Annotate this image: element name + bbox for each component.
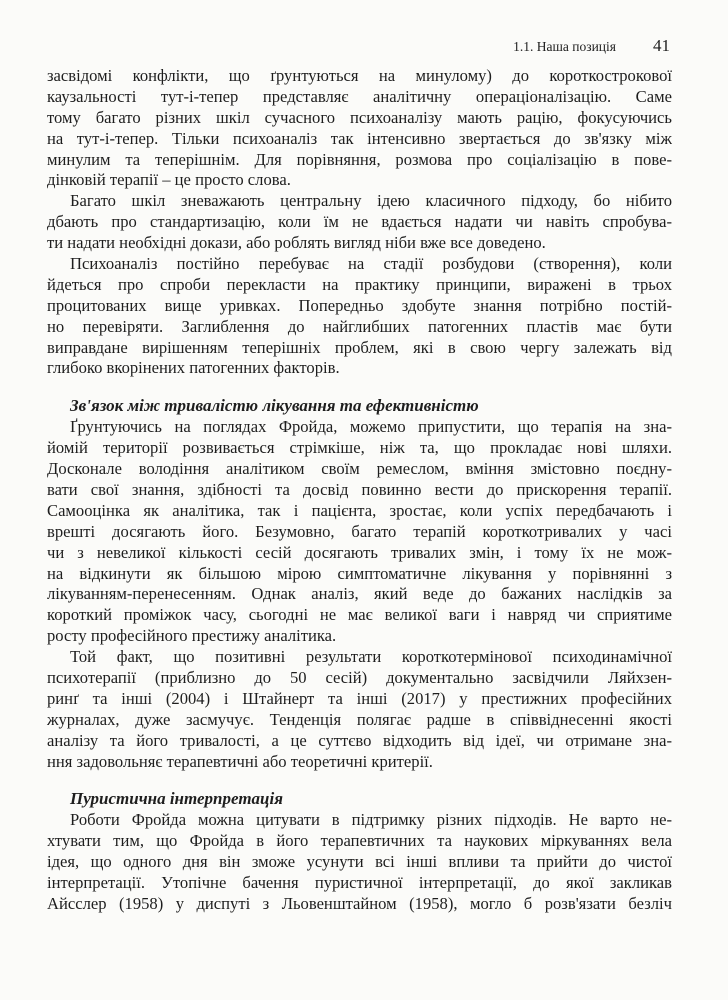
text-line: Досконале володіння аналітиком своїм ремеслом, вміння змістовно поєдну-: [47, 459, 672, 479]
text-line: чи з невеликої кількості сесій досягають тривалих змін, і тому їх не мож-: [47, 542, 672, 562]
text-line: засвідомі конфлікти, що ґрунтуються на минулому) до короткострокової: [47, 66, 672, 85]
text-line: хтувати тим, що Фройда в його терапевтичних та наукових міркуваннях вела: [47, 831, 672, 851]
paragraph: [47, 191, 672, 254]
text-line: йомій території розвивається стрімкіше, ніж та, що прокладає нові шляхи.: [47, 438, 672, 458]
text-line: врешті досягають його. Безумовно, багато терапій короткотривалих у часі: [47, 521, 672, 541]
text-line: глибоко вкорінених патогенних факторів.: [47, 358, 340, 378]
text-line: психотерапії (приблизно до 50 сесій) документально засвідчили Ляйхзен-: [47, 667, 672, 687]
text-line: короткий проміжок часу, сьогодні не має великої ваги і навряд чи сприятиме: [47, 605, 672, 625]
text-line: ринґ та інші (2004) і Штайнерт та інші (2017) у престижних професійних: [47, 688, 672, 708]
section-heading: Пуристична інтерпретація: [70, 789, 283, 809]
text-line: журналах, дуже засмучує. Тенденція полягає радше в співвіднесенні якості: [47, 709, 672, 729]
text-line: йдеться про спроби перекласти на практику принципи, виражені в трьох: [47, 274, 672, 294]
text-line: Ґрунтуючись на поглядах Фройда, можемо припустити, що терапія на зна-: [70, 417, 672, 437]
text-line: інтерпретації. Утопічне бачення пуристичної інтерпретації, до якої закликав: [47, 872, 672, 892]
text-line: ння задовольняє терапевтичні або теоретичні критерії.: [47, 751, 433, 771]
page-body: [47, 66, 672, 915]
text-line: на тут-і-тепер. Тільки психоаналіз так інтенсивно звертається до зв'язку між: [47, 128, 672, 148]
text-line: дінковій терапії – це просто слова.: [47, 170, 291, 190]
paragraph: [47, 254, 672, 379]
section-heading: Зв'язок між тривалістю лікування та ефективністю: [70, 396, 479, 416]
text-line: ідея, що одного дня він зможе усунути всі інші впливи та прийти до чистої: [47, 852, 672, 872]
running-header-section: 1.1. Наша позиція: [513, 39, 616, 54]
paragraph: [47, 810, 672, 914]
text-line: тому багато різних шкіл сучасного психоаналізу мають рацію, фокусуючись: [47, 107, 672, 127]
text-line: Багато шкіл зневажають центральну ідею класичного підходу, бо нібито: [70, 191, 672, 211]
paragraph: [47, 66, 672, 191]
text-line: Айсслер (1958) у диспуті з Льовенштайном (1958), могло б розв'язати безліч: [47, 893, 672, 913]
page-number: 41: [653, 36, 670, 55]
text-line: минулим та теперішнім. Для порівняння, розмова про соціалізацію в пове-: [47, 149, 672, 169]
text-line: виправдане вирішенням теперішніх проблем, які в свою чергу залежать від: [47, 337, 672, 357]
text-line: дбають про стандартизацію, коли їм не вдається надати чи навіть спробува-: [47, 212, 672, 232]
text-line: ти надати необхідні докази, або роблять вигляд ніби вже все доведено.: [47, 233, 546, 253]
text-line: Роботи Фройда можна цитувати в підтримку різних підходів. Не варто не-: [70, 810, 672, 830]
text-line: росту професійного престижу аналітика.: [47, 626, 337, 646]
text-line: вати свої знання, здібності та досвід повинно вести до прискорення терапії.: [47, 479, 672, 499]
text-line: но перевіряти. Заглиблення до найглибших патогенних пластів має бути: [47, 316, 672, 336]
text-line: каузальності тут-і-тепер представляє аналітичну операціоналізацію. Саме: [47, 86, 672, 106]
text-line: на відкинути як більшою мірою симптоматичне лікування у порівнянні з: [47, 563, 672, 583]
paragraph: [47, 417, 672, 647]
text-line: Той факт, що позитивні результати короткотермінової психодинамічної: [70, 647, 672, 667]
text-line: процитованих вище уривках. Попередньо здобуте знання потрібно постій-: [47, 295, 672, 315]
text-line: лікуванням-перенесенням. Однак аналіз, який веде до бажаних наслідків за: [47, 584, 672, 604]
text-line: Самооцінка як аналітика, так і пацієнта, зростає, коли успіх передбачають і: [47, 500, 672, 520]
running-header: [47, 36, 672, 56]
paragraph: [47, 647, 672, 772]
text-line: аналізу та його тривалості, а це суттєво відходить від ідеї, чи отримане зна-: [47, 730, 672, 750]
text-line: Психоаналіз постійно перебуває на стадії розбудови (створення), коли: [70, 254, 672, 274]
